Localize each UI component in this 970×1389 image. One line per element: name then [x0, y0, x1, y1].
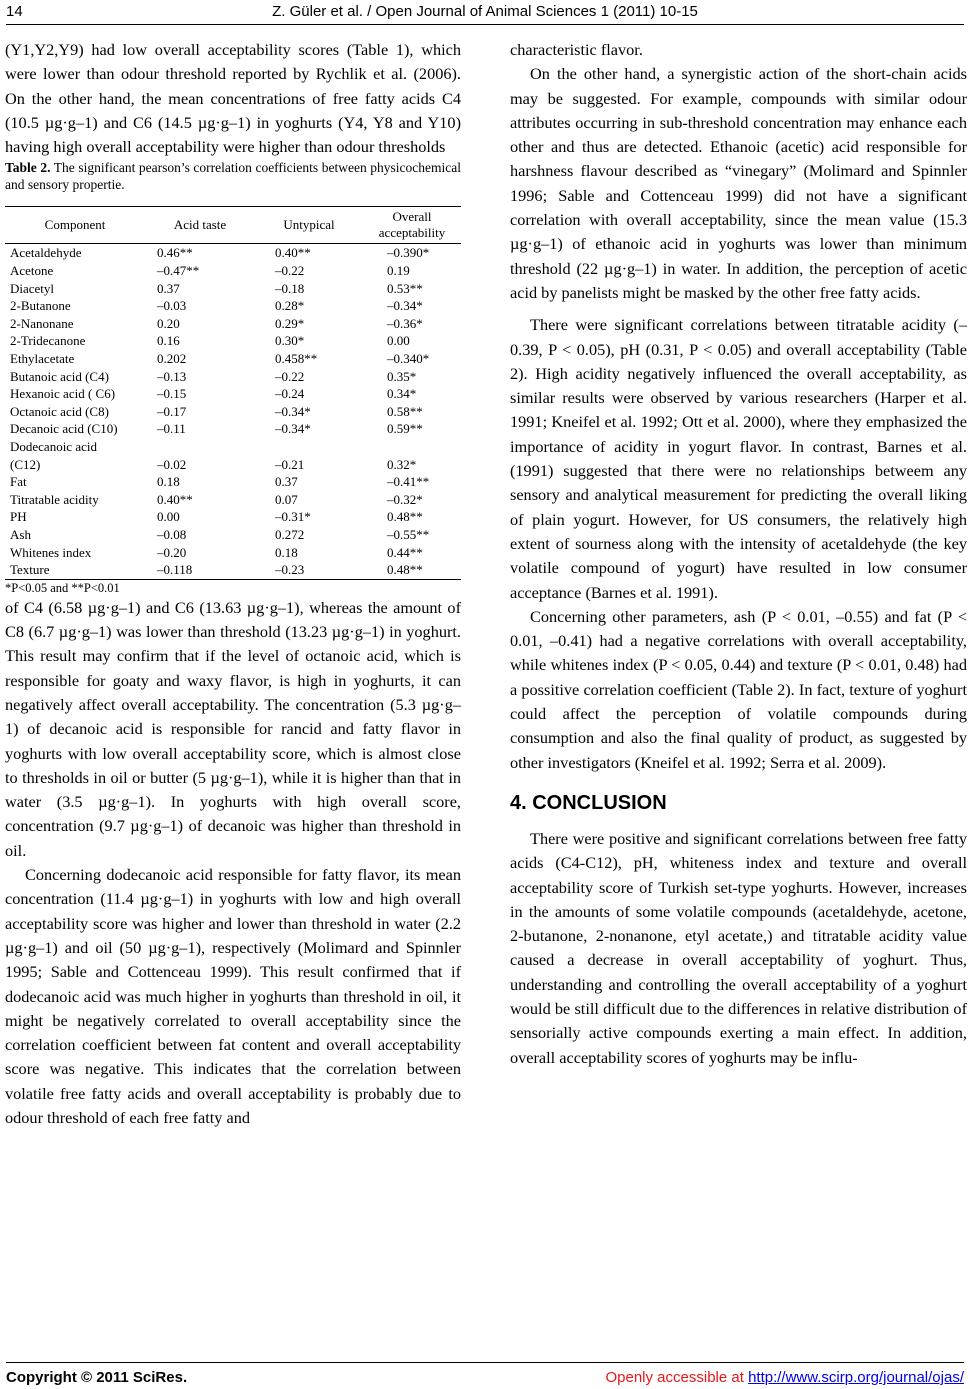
paragraph-parameters: Concerning other parameters, ash (P < 0.01, –0.55) and fat (P < 0.01, –0.41) had a negative correlations with overall acceptability, while whitenes index (P < 0.05, 0.44) and texture (P < 0.01, 0.48) had a possitive correlation coefficient (Table 2). In fact, texture of yoghurt could affect the perception of volatile compounds during consumption and also the final quality of product, as suggested by other investigators (Kneifel et al. 1992; Serra et al. 2009).	[510, 606, 967, 772]
table-row	[5, 280, 461, 298]
table-cell: 0.16	[157, 333, 180, 349]
table-cell: 0.00	[157, 509, 180, 525]
table-cell: 0.18	[157, 474, 180, 490]
paragraph-continued: of C4 (6.58 µg·g–1) and C6 (13.63 µg·g–1), whereas the amount of C8 (6.7 µg·g–1) was lower than threshold (13.23 µg·g–1) in yoghurt. This result may confirm that if the level of octanoic acid, which is responsible for goaty and waxy flavor, is high in yoghurts, it can negatively affect overall acceptability. The concentration (5.3 µg·g–1) of decanoic acid is responsible for rancid and fatty flavor in yoghurts with low overall acceptability score, which is almost close to thresholds in oil or butter (5 µg·g–1), while it is higher than that in water (3.5 µg·g–1). In yoghurts with high overall score, concentration (9.7 µg·g–1) of decanoic was higher than threshold in oil.	[5, 597, 461, 860]
left-column	[5, 38, 461, 1130]
table-row	[5, 403, 461, 421]
table-cell: 0.40**	[275, 245, 311, 261]
table-header-row	[5, 207, 461, 244]
table-cell: –0.11	[157, 421, 186, 437]
page-header	[6, 0, 964, 25]
table-cell: –0.21	[275, 456, 305, 472]
right-column	[510, 38, 967, 1070]
table-cell: Diacetyl	[10, 280, 55, 296]
table-row	[5, 491, 461, 509]
table-cell: Whitenes index	[10, 544, 92, 560]
table-cell: Decanoic acid (C10)	[10, 421, 118, 437]
table-cell: –0.32*	[387, 491, 423, 507]
paragraph-conclusion: There were positive and significant correlations between free fatty acids (C4-C12), pH, whiteness index and texture and overall acceptability score of Turkish set-type yoghurts. However, increases in the amounts of some volatile compounds (acetaldehyde, acetone, 2-butanone, 2-nonanone, etyl acetate,) and titratable acidity value caused a decrease in overall acceptability of yoghurt. Thus, understanding and controlling the overall acceptability of a yoghurt would be still difficult due to the differences in relative distribution of sensorially active compounds exerting a main effect. In addition, overall acceptability scores of yoghurts may be influ-	[510, 828, 967, 1067]
col-header-overall-acceptability: Overall acceptability	[378, 209, 446, 241]
table-cell: 0.34*	[387, 386, 417, 402]
table-cell: –0.18	[275, 280, 305, 296]
table-cell: –0.31*	[275, 509, 311, 525]
table-cell	[145, 438, 255, 456]
section-heading-conclusion: 4. CONCLUSION	[510, 791, 667, 814]
table-cell: –0.390*	[387, 245, 430, 261]
table-row	[5, 297, 461, 315]
table-row	[5, 438, 461, 456]
page-number: 14	[6, 3, 23, 20]
paragraph-acidity: There were significant correlations between titratable acidity (–0.39, P < 0.05), pH (0.31, P < 0.05) and overall acceptability (Table 2). High acidity negatively influenced the overall acceptability, as similar results were observed by various researchers (Harper et al. 1991; Kneifel et al. 1992; Ott et al. 2000), where they emphasized the importance of acidity in yogurt flavor. In contrast, Barnes et al. (1991) suggested that there were no relationships betweem any sensory and analytical measurement for predicting the overall liking of plain yogurt. However, for US consumers, the relatively high extent of sourness along with the intensity of acetaldehyde (the key volatile compound of yogurt) have resulted in low consumer acceptance (Barnes et al. 1991).	[510, 315, 967, 602]
table-row	[5, 368, 461, 386]
table-row	[5, 262, 461, 280]
copyright-notice: Copyright © 2011 SciRes.	[6, 1369, 188, 1386]
table-row	[5, 508, 461, 526]
table-cell: Dodecanoic acid	[10, 439, 97, 455]
page-footer	[6, 1362, 964, 1389]
table-cell: –0.23	[275, 562, 305, 578]
table-row	[5, 332, 461, 350]
paragraph-intro: (Y1,Y2,Y9) had low overall acceptability scores (Table 1), which were lower than odour threshold reported by Rychlik et al. (2006). On the other hand, the mean concentrations of free fatty acids C4 (10.5 µg·g–1) and C6 (14.5 µg·g–1) in yoghurts (Y4, Y8 and Y10) having high overall acceptability were higher than odour thresholds	[5, 40, 461, 157]
table-cell: Titratable acidity	[10, 491, 99, 507]
table-cell: 0.28*	[275, 298, 305, 314]
table-row	[5, 385, 461, 403]
table-cell: PH	[10, 509, 27, 525]
table-cell: 0.202	[157, 351, 187, 367]
table-cell: Hexanoic acid ( C6)	[10, 386, 116, 402]
table-cell: –0.02	[157, 456, 187, 472]
correlation-table	[5, 206, 461, 579]
table-cell: 0.18	[275, 544, 298, 560]
paragraph-synergy: On the other hand, a synergistic action of the short-chain acids may be suggested. For example, compounds with similar odour attributes occurring in sub-threshold concentration may enhance each other and thus are detected. Ethanoic (acetic) acid responsible for harshness flavour described as “vinegary” (Molimard and Spinnler 1996; Sable and Cottenceau 1999) did not have a significant correlation with overall acceptability, since the mean value (15.3 µg·g–1) of ethanoic acid in yoghurts was lower than minimum threshold (22 µg·g–1) in water. In addition, the perception of acetic acid by panelists might be masked by the other free fatty acids.	[510, 64, 967, 302]
table-row	[5, 420, 461, 438]
table-cell: –0.55**	[387, 526, 430, 542]
table-cell: Octanoic acid (C8)	[10, 403, 109, 419]
table-cell: –0.34*	[275, 403, 311, 419]
table-cell: –0.41**	[387, 474, 430, 490]
table-cell: –0.34*	[387, 298, 423, 314]
journal-link[interactable]: http://www.scirp.org/journal/ojas/	[748, 1369, 964, 1386]
table-cell: 2-Tridecanone	[10, 333, 86, 349]
open-access-label: Openly accessible at	[605, 1369, 749, 1386]
table-cell: Ethylacetate	[10, 351, 75, 367]
table-cell: 0.46**	[157, 245, 193, 261]
table-cell: –0.118	[157, 562, 193, 578]
table-row	[5, 456, 461, 474]
col-header-untypical: Untypical	[283, 217, 335, 233]
table-cell: 0.00	[387, 333, 410, 349]
table-cell: –0.36*	[387, 315, 423, 331]
table-cell: –0.17	[157, 403, 187, 419]
table-cell: 0.272	[275, 526, 305, 542]
table-cell: 0.35*	[387, 368, 417, 384]
col-header-component: Component	[44, 217, 106, 233]
table-cell: 2-Butanone	[10, 298, 71, 314]
table-cell: 0.58**	[387, 403, 423, 419]
table-cell: 0.48**	[387, 509, 423, 525]
table-cell: Ash	[10, 526, 31, 542]
table-cell: –0.15	[157, 386, 187, 402]
running-title: Z. Güler et al. / Open Journal of Animal Sciences 1 (2011) 10-15	[272, 3, 698, 20]
table-cell: Acetone	[10, 263, 54, 279]
table-row	[5, 473, 461, 491]
table-row	[5, 315, 461, 333]
col-header-acid-taste: Acid taste	[173, 217, 227, 233]
table-cell: 0.37	[157, 280, 180, 296]
table-cell: 0.59**	[387, 421, 423, 437]
table-caption	[5, 159, 461, 193]
table-cell: –0.08	[157, 526, 187, 542]
table-cell: –0.13	[157, 368, 187, 384]
table-cell: 0.48**	[387, 562, 423, 578]
table-cell: 0.53**	[387, 280, 423, 296]
table-cell: –0.24	[275, 386, 305, 402]
table-cell: –0.340*	[387, 351, 430, 367]
table-note: *P<0.05 and **P<0.01	[5, 580, 120, 595]
table-cell: –0.47**	[157, 263, 200, 279]
table-cell: 0.44**	[387, 544, 423, 560]
table-cell: 0.29*	[275, 315, 305, 331]
table-cell: 0.32*	[387, 456, 417, 472]
table-cell: (C12)	[10, 456, 41, 472]
table-cell: Fat	[10, 474, 27, 490]
paragraph-dodecanoic: Concerning dodecanoic acid responsible for fatty flavor, its mean concentration (11.4 µg·g–1) in yoghurts with low and high overall acceptability score was higher and lower than threshold in water (2.2 µg·g–1) and oil (50 µg·g–1), respectively (Molimard and Spinnler 1995; Sable and Cottenceau 1999). This result confirmed that if dodecanoic acid was much higher in yoghurts than threshold in oil, it might be negatively correlated to overall acceptability since the correlation coefficient between fat content and overall acceptability score was negative. This indicates that the correlation between volatile free fatty acids and overall acceptability is probably due to odour threshold of each free fatty and	[5, 865, 461, 1127]
table-caption-text: The significant pearson’s correlation coefficients between physicochemical and sensory propertie.	[5, 160, 461, 193]
table-cell: 0.07	[275, 491, 298, 507]
table-cell: –0.20	[157, 544, 187, 560]
table-cell	[255, 438, 363, 456]
open-access-notice	[605, 1369, 964, 1386]
table-cell: –0.22	[275, 368, 305, 384]
table-cell: –0.03	[157, 298, 187, 314]
table-row	[5, 544, 461, 562]
table-row	[5, 526, 461, 544]
table-cell: Acetaldehyde	[10, 245, 82, 261]
table-cell: 0.30*	[275, 333, 305, 349]
table-cell: Butanoic acid (C4)	[10, 368, 109, 384]
table-cell: Texture	[10, 562, 50, 578]
table-caption-label: Table 2.	[5, 160, 51, 176]
table-cell: 0.37	[275, 474, 298, 490]
table-cell: 0.458**	[275, 351, 318, 367]
table-cell	[363, 438, 461, 456]
paragraph-flavor: characteristic flavor.	[510, 40, 643, 59]
table-cell: 2-Nanonane	[10, 315, 74, 331]
table-row	[5, 244, 461, 262]
table-cell: 0.40**	[157, 491, 193, 507]
table-row	[5, 350, 461, 368]
table-cell: –0.22	[275, 263, 305, 279]
table-cell: 0.20	[157, 315, 180, 331]
table-row	[5, 561, 461, 579]
table-cell: 0.19	[387, 263, 410, 279]
table-cell: –0.34*	[275, 421, 311, 437]
